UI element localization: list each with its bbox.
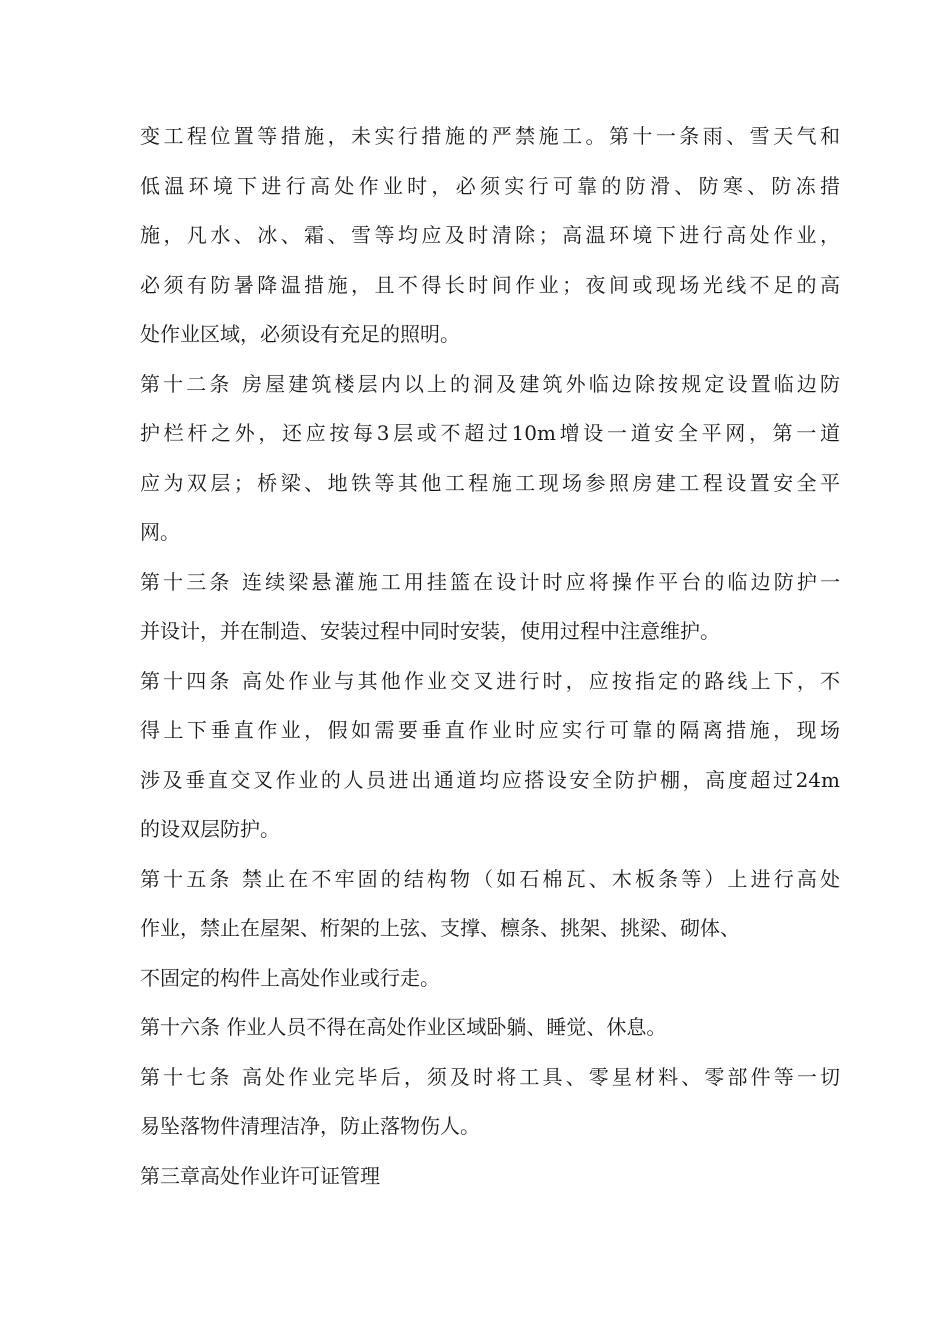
- text-line: 的设双层防护。: [140, 817, 280, 841]
- article-16-line: 第十六条 作业人员不得在高处作业区域卧躺、睡觉、休息。: [140, 1015, 667, 1039]
- text-line: 作业，禁止在屋架、桁架的上弦、支撑、檩条、挑架、挑梁、砌体、: [140, 916, 740, 940]
- text-line: 并设计，并在制造、安装过程中同时安装，使用过程中注意维护。: [140, 619, 720, 643]
- text-line: 网。: [140, 520, 180, 544]
- text-line: 涉及垂直交叉作业的人员进出通道均应搭设安全防护棚，高度超过24m: [140, 767, 840, 792]
- text-line: 处作业区域，必须设有充足的照明。: [140, 322, 460, 346]
- text-line: 低温环境下进行高处作业时，必须实行可靠的防滑、防寒、防冻措: [140, 173, 840, 198]
- article-17-line: 第十七条 高处作业完毕后，须及时将工具、零星材料、零部件等一切: [140, 1064, 840, 1089]
- article-12-line: 第十二条 房屋建筑楼层内以上的洞及建筑外临边除按规定设置临边防: [140, 371, 840, 396]
- document-body: [140, 112, 840, 1201]
- chapter-3-heading: 第三章高处作业许可证管理: [140, 1163, 380, 1188]
- text-line: 护栏杆之外，还应按每3层或不超过10m增设一道安全平网，第一道: [140, 421, 840, 445]
- article-14-line: 第十四条 高处作业与其他作业交叉进行时，应按指定的路线上下，不: [140, 668, 840, 693]
- text-line: 得上下垂直作业，假如需要垂直作业时应实行可靠的隔离措施，现场: [140, 718, 840, 742]
- text-line: 应为双层；桥梁、地铁等其他工程施工现场参照房建工程设置安全平: [140, 470, 840, 495]
- text-line: 易坠落物件清理洁净，防止落物伤人。: [140, 1114, 480, 1138]
- text-line: 施，凡水、冰、霜、雪等均应及时清除；高温环境下进行高处作业，: [140, 223, 840, 247]
- text-line: 必须有防暑降温措施，且不得长时间作业；夜间或现场光线不足的高: [140, 272, 840, 297]
- article-15-line: 第十五条 禁止在不牢固的结构物（如石棉瓦、木板条等）上进行高处: [140, 866, 840, 891]
- text-line: 不固定的构件上高处作业或行走。: [140, 965, 440, 990]
- article-13-line: 第十三条 连续梁悬灌施工用挂篮在设计时应将操作平台的临边防护一: [140, 569, 840, 594]
- text-line: 变工程位置等措施，未实行措施的严禁施工。第十一条雨、雪天气和: [140, 124, 840, 148]
